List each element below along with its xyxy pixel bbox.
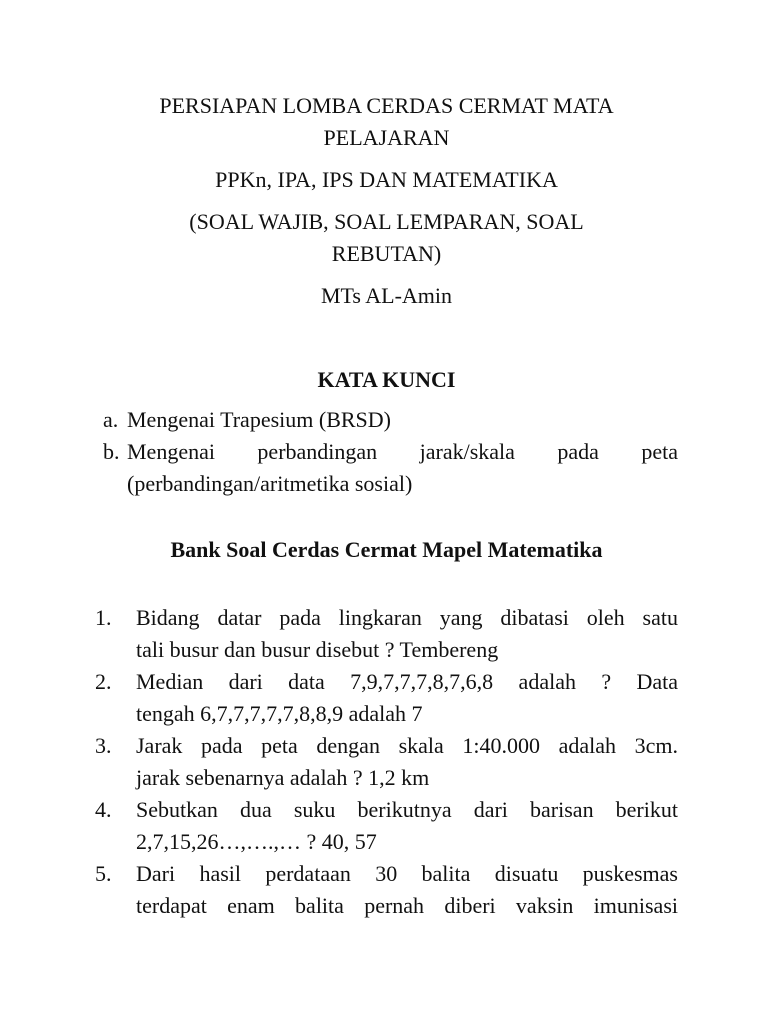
list-marker: 3. xyxy=(95,733,112,758)
bank-soal-heading: Bank Soal Cerdas Cermat Mapel Matematika xyxy=(170,537,603,562)
kata-kunci-list xyxy=(95,404,678,500)
question-types-line-2: REBUTAN) xyxy=(331,241,442,266)
question-text: 2,7,15,26…,….,… ? 40, 57 xyxy=(136,829,377,854)
list-item xyxy=(95,404,678,436)
subject-list: PPKn, IPA, IPS DAN MATEMATIKA xyxy=(215,167,558,192)
list-marker: a. xyxy=(103,407,119,432)
list-marker: 4. xyxy=(95,797,112,822)
list-item xyxy=(95,730,678,794)
question-text: terdapat enam balita pernah diberi vaksin imunisasi xyxy=(136,893,678,918)
kata-kunci-heading: KATA KUNCI xyxy=(317,367,456,392)
list-item xyxy=(95,602,678,666)
question-text: tali busur dan busur disebut ? Tembereng xyxy=(136,637,499,662)
list-item-text: (perbandingan/aritmetika sosial) xyxy=(127,471,413,496)
list-item xyxy=(95,666,678,730)
list-marker: 1. xyxy=(95,605,112,630)
list-item-text: Mengenai Trapesium (BRSD) xyxy=(127,407,391,432)
question-text: Sebutkan dua suku berikutnya dari barisan berikut xyxy=(136,797,678,822)
question-list xyxy=(95,602,678,922)
list-item xyxy=(95,436,678,500)
title-block xyxy=(95,90,678,364)
question-text: Dari hasil perdataan 30 balita disuatu puskesmas xyxy=(136,861,678,886)
question-text: tengah 6,7,7,7,7,7,8,8,9 adalah 7 xyxy=(136,701,423,726)
list-marker: 2. xyxy=(95,669,112,694)
list-marker: b. xyxy=(103,439,120,464)
list-marker: 5. xyxy=(95,861,112,886)
question-types xyxy=(95,206,678,270)
list-item-text: Mengenai perbandingan jarak/skala pada peta xyxy=(127,439,678,464)
question-text: jarak sebenarnya adalah ? 1,2 km xyxy=(136,765,430,790)
question-text: Median dari data 7,9,7,7,7,8,7,6,8 adalah ? Data xyxy=(136,669,678,694)
question-text: Bidang datar pada lingkaran yang dibatasi oleh satu xyxy=(136,605,678,630)
title-line-1: PERSIAPAN LOMBA CERDAS CERMAT MATA xyxy=(159,93,614,118)
list-item xyxy=(95,794,678,858)
list-item xyxy=(95,858,678,922)
question-text: Jarak pada peta dengan skala 1:40.000 adalah 3cm. xyxy=(136,733,678,758)
school-name: MTs AL-Amin xyxy=(320,283,453,308)
document-title xyxy=(95,90,678,154)
question-types-line-1: (SOAL WAJIB, SOAL LEMPARAN, SOAL xyxy=(189,209,584,234)
title-line-1b: PELAJARAN xyxy=(323,125,450,150)
